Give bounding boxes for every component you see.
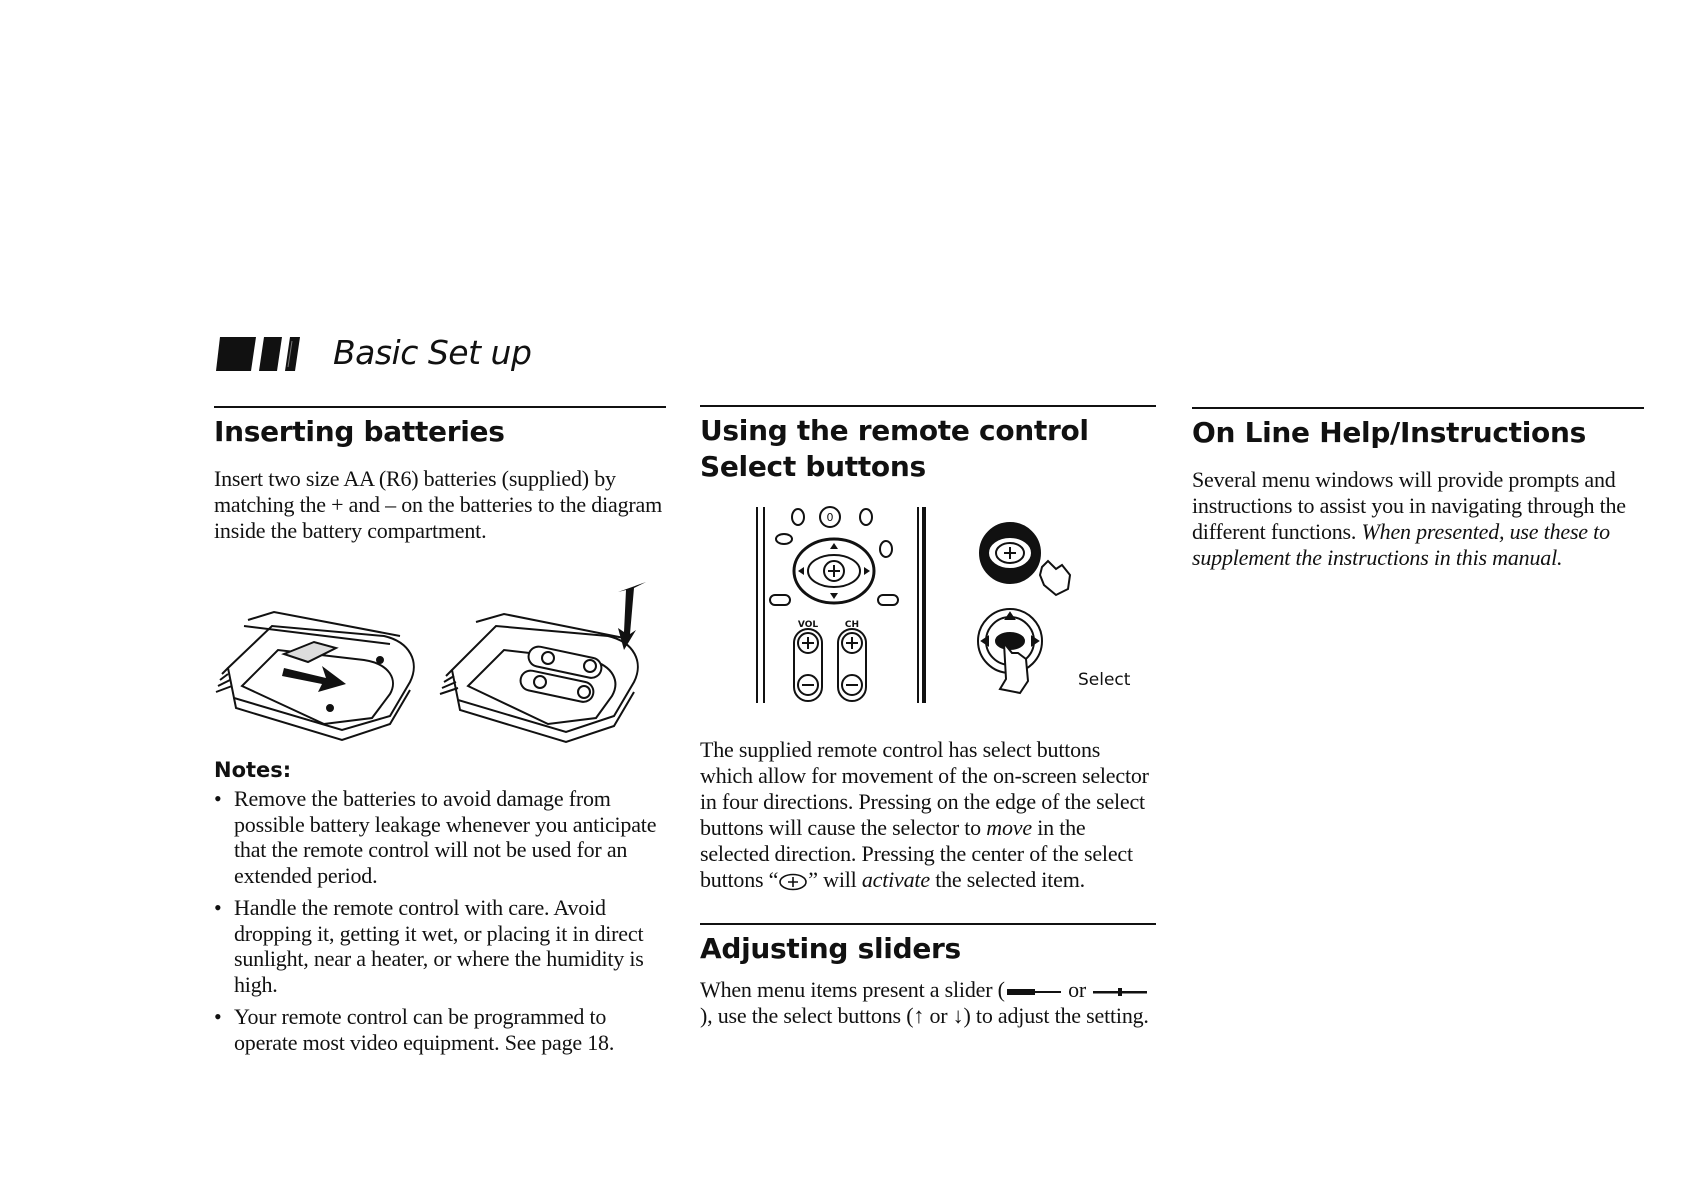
divider (700, 405, 1156, 407)
inserting-batteries-section (214, 406, 666, 1062)
select-center-press-icon (978, 609, 1042, 693)
battery-insertion-illustration (214, 574, 666, 744)
select-buttons-body: The supplied remote control has select buttons which allow for movement of the on-screen selector in four directions. Pressing on the edge of the select buttons will cause the selector to move in the selected direction. Pressing the center of the select buttons “ ” will activate the selected item. (700, 737, 1149, 892)
remote-control-section (700, 405, 1156, 1029)
note-item: • Handle the remote control with care. Avoid dropping it, getting it wet, or placing it in direct sunlight, near a heater, or where the humidity is high. (214, 895, 666, 997)
svg-text:0: 0 (826, 511, 834, 524)
select-edge-press-icon (980, 523, 1070, 595)
sliders-heading: Adjusting sliders (700, 932, 961, 965)
batteries-body: Insert two size AA (R6) batteries (supplied) by matching the + and – on the batteries to the diagram inside the battery compartment. (214, 466, 662, 543)
down-arrow-icon: ↓ (952, 1003, 964, 1028)
section-marker-icon (216, 337, 316, 371)
section-title: Basic Set up (333, 333, 532, 372)
notes-list (214, 786, 666, 1055)
batteries-heading: Inserting batteries (214, 415, 505, 448)
select-buttons-heading: Select buttons (700, 450, 926, 483)
divider (1192, 407, 1644, 409)
note-item: • Remove the batteries to avoid damage from possible battery leakage whenever you anticipate that the remote control will not be used for an extended period. (214, 786, 666, 888)
remote-select-buttons-diagram (700, 503, 1131, 713)
slider-center-icon (1091, 987, 1149, 997)
online-help-section (1192, 407, 1644, 571)
online-help-heading: On Line Help/Instructions (1192, 416, 1586, 449)
select-center-icon (778, 873, 808, 891)
sliders-body: When menu items present a slider ( or ), use the select buttons (↑ or ↓) to adjust the setting. (700, 977, 1149, 1028)
remote-batteries-inserted-illustration (440, 614, 638, 742)
slider-bar-icon (1005, 987, 1063, 997)
notes-label: Notes: (214, 758, 292, 782)
vol-label: VOL (797, 620, 819, 630)
select-label: Select (1078, 670, 1131, 690)
divider (700, 923, 1156, 925)
online-help-body: Several menu windows will provide prompts and instructions to assist you in navigating through the different functions. When presented, use these to supplement the instructions in this manual. (1192, 467, 1626, 570)
note-item: • Your remote control can be programmed to operate most video equipment. See page 18. (214, 1004, 666, 1055)
ch-label: CH (844, 620, 860, 630)
remote-heading: Using the remote control (700, 414, 1089, 447)
divider (214, 406, 666, 408)
up-arrow-icon: ↑ (913, 1003, 925, 1028)
